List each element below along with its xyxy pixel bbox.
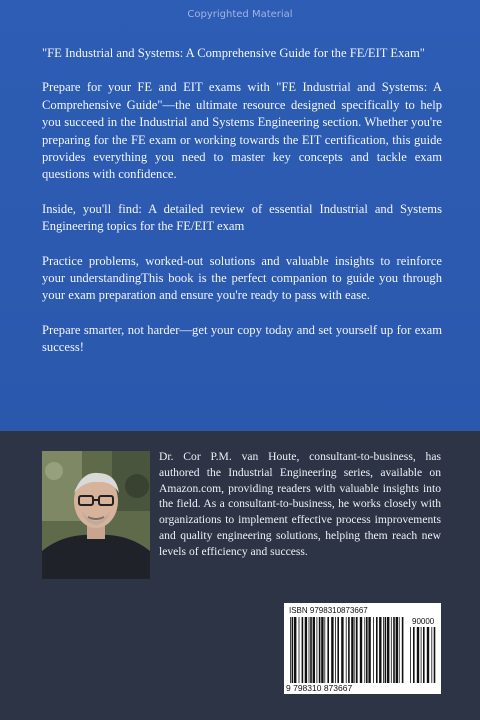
isbn-label: ISBN 9798310873667 <box>289 606 368 615</box>
author-portrait-image <box>42 451 150 579</box>
copyright-watermark: Copyrighted Material <box>187 9 293 20</box>
blurb-inside: Inside, you'll find: A detailed review of essential Industrial and Systems Engineering topics for the FE/EIT exam <box>42 201 442 234</box>
blurb-title-line: "FE Industrial and Systems: A Comprehensive Guide for the FE/EIT Exam" <box>42 46 425 60</box>
barcode-bars <box>290 617 406 683</box>
blurb-text <box>42 45 442 374</box>
isbn-barcode-box <box>284 603 441 694</box>
addon-barcode-bars <box>410 627 437 683</box>
price-code: 90000 <box>412 617 435 626</box>
author-photo <box>42 451 150 579</box>
author-bio <box>159 449 441 560</box>
barcode-digits: 9 798310 873667 <box>286 683 353 693</box>
blurb-practice: Practice problems, worked-out solutions and valuable insights to reinforce your understandingThis book is the perfect companion to guide you through your exam preparation and ensure you're ready to pass with ease. <box>42 253 442 303</box>
blurb-intro: Prepare for your FE and EIT exams with "FE Industrial and Systems: A Comprehensive Guide"—the ultimate resource designed specifically to help you succeed in the Industrial and Systems Engineering section. Whether you're preparing for the FE exam or working towards the EIT certification, this guide provides everything you need to master key concepts and tackle exam questions with confidence. <box>42 80 442 182</box>
author-bio-text: Dr. Cor P.M. van Houte, consultant-to-business, has authored the Industrial Engineering series, available on Amazon.com, providing readers with valuable insights into the field. As a consultant-to-business, he works closely with organizations to implement effective process improvements and quality engineering solutions, helping them reach new levels of efficiency and success. <box>159 450 441 558</box>
blurb-closing: Prepare smarter, not harder—get your copy today and set yourself up for exam success! <box>42 322 442 355</box>
